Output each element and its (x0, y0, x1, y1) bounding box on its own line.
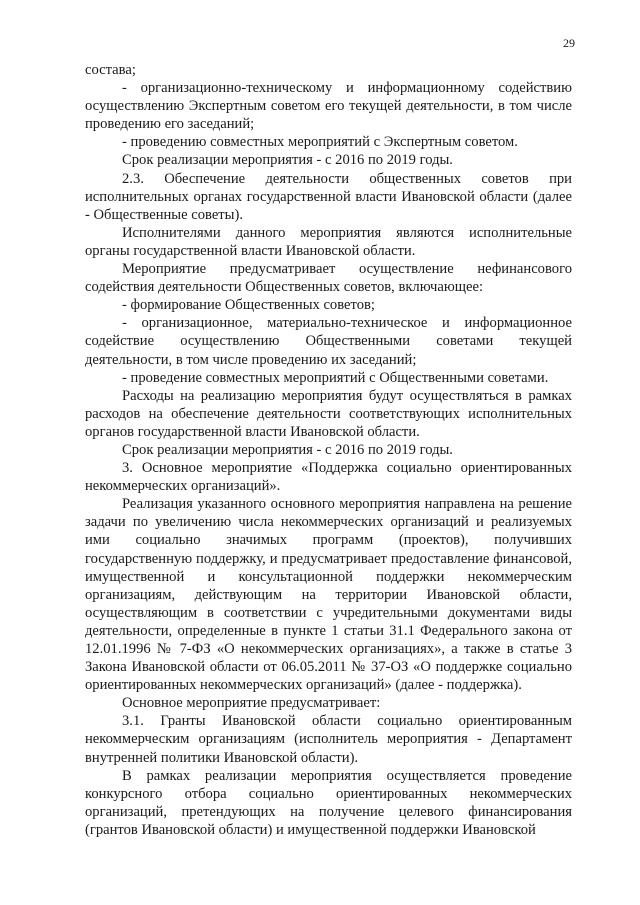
paragraph: - формирование Общественных советов; (122, 297, 375, 314)
paragraph: Реализация указанного основного мероприятия направлена на решение задачи по увеличению числа некоммерческих организаций и реализуемых ими социально значимых программ (проектов), получивших государственную поддержку, и предусматривает предоставление финансовой, имущественной и консультационной поддержки некоммерческим организациям, действующим на территории Ивановской области, осуществляющим в соответствии с учредительными документами виды деятельности, определенные в пункте 1 статьи 31.1 Федерального закона от 12.01.1996 № 7-ФЗ «О некоммерческих организациях», а также в статье 3 Закона Ивановской области от 06.05.2011 № 37-ОЗ «О поддержке социально ориентированных некоммерческих организаций» (далее - поддержка). (85, 496, 572, 694)
paragraph: Расходы на реализацию мероприятия будут осуществляться в рамках расходов на обеспечение деятельности соответствующих исполнительных органов государственной власти Ивановской области. (85, 387, 572, 440)
page-number: 29 (563, 36, 575, 50)
paragraph: В рамках реализации мероприятия осуществляется проведение конкурсного отбора социально ориентированных некоммерческих организаций, претендующих на получение целевого финансирования (грантов Ивановской области) и имущественной поддержки Ивановской (85, 767, 572, 838)
paragraph: Исполнителями данного мероприятия являются исполнительные органы государственной власти Ивановской области. (85, 224, 572, 259)
paragraph: - организационно-техническому и информационному содействию осуществлению Экспертным советом его текущей деятельности, в том числе проведению его заседаний; (85, 80, 572, 133)
paragraph: Основное мероприятие предусматривает: (122, 695, 381, 712)
document-body (85, 61, 572, 839)
paragraph: - проведению совместных мероприятий с Экспертным советом. (122, 134, 518, 151)
paragraph: 3. Основное мероприятие «Поддержка социально ориентированных некоммерческих организаций». (85, 460, 572, 495)
paragraph: Мероприятие предусматривает осуществление нефинансового содействия деятельности Общественных советов, включающее: (85, 261, 572, 296)
paragraph: Срок реализации мероприятия - с 2016 по 2019 годы. (122, 152, 453, 169)
paragraph: Срок реализации мероприятия - с 2016 по 2019 годы. (122, 441, 453, 458)
paragraph: - организационное, материально-техническое и информационное содействие осуществлению Общественными советами текущей деятельности, в том числе проведению их заседаний; (85, 315, 572, 368)
paragraph: состава; (85, 62, 136, 78)
paragraph: - проведение совместных мероприятий с Общественными советами. (122, 369, 549, 386)
paragraph: 3.1. Гранты Ивановской области социально ориентированным некоммерческим организациям (исполнитель мероприятия - Департамент внутренней политики Ивановской области). (85, 713, 572, 766)
paragraph: 2.3. Обеспечение деятельности общественных советов при исполнительных органах государственной власти Ивановской области (далее - Общественные советы). (85, 170, 572, 223)
